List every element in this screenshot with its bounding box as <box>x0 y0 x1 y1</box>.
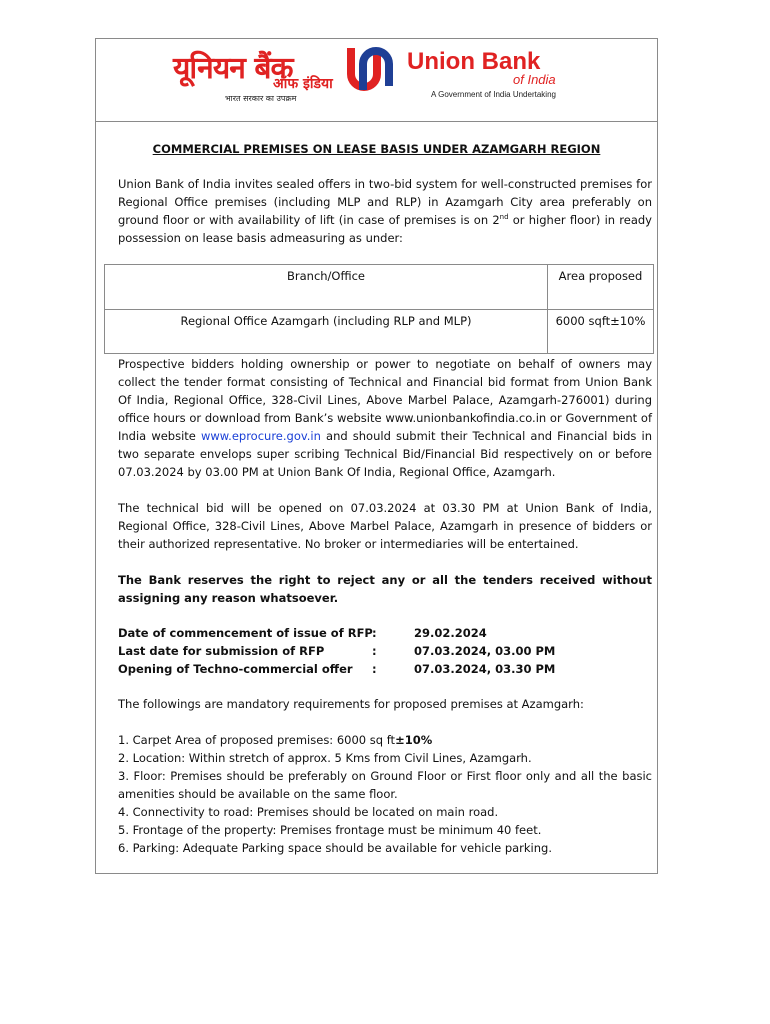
intro-text-2: or higher floor) in ready possession on lease basis admeasuring as under: <box>118 213 652 245</box>
table-row <box>105 309 654 354</box>
date-value: 29.02.2024 <box>414 626 487 640</box>
opening-paragraph <box>118 499 652 553</box>
tender-text-1: Prospective bidders holding ownership or power to negotiate on behalf of owners may collect the tender format consisting of Technical and Financial bid format from Union Bank Of India, Regional Office, 328-Civil Lines, Above Marbel Palace, Azamgarh-276001) during office hours or download from Bank’s website www.unionbankofindia.co.in or Government of India website <box>118 357 652 443</box>
list-item: 4. Connectivity to road: Premises should be located on main road. <box>118 805 499 819</box>
table-header-row <box>105 265 654 310</box>
table-cell-area: 6000 sqft±10% <box>548 309 654 354</box>
requirements-intro <box>118 695 652 713</box>
table-header-area: Area proposed <box>548 265 654 310</box>
tender-text-2: and should submit their Technical and Financial bids in two separate envelops super scribing Technical Bid/Financial Bid respectively on or before 07.03.2024 by 03.00 PM at Union Bank Of India, Regional Office, Azamgarh. <box>118 429 652 479</box>
date-sep: : <box>372 644 377 658</box>
table-cell-branch: Regional Office Azamgarh (including RLP and MLP) <box>105 309 548 354</box>
intro-paragraph <box>118 175 652 247</box>
date-label: Date of commencement of issue of RFP <box>118 626 373 640</box>
list-item: 6. Parking: Adequate Parking space should be available for vehicle parking. <box>118 841 552 855</box>
requirements-list <box>118 731 652 857</box>
intro-text-1: Union Bank of India invites sealed offers in two-bid system for well-constructed premises for Regional Office premises (including MLP and RLP) in Azamgarh City area preferably on ground floor or with availability of lift (in case of premises is on 2 <box>118 177 652 227</box>
english-bank-name: Union Bank <box>407 48 541 75</box>
hindi-bank-name: यूनियन बैंक <box>173 51 293 86</box>
letterhead <box>95 38 658 122</box>
union-bank-logo-icon <box>339 42 401 96</box>
table-header-branch: Branch/Office <box>105 265 548 310</box>
date-value: 07.03.2024, 03.30 PM <box>414 662 556 676</box>
reservation-paragraph <box>118 571 652 607</box>
list-item: 5. Frontage of the property: Premises frontage must be minimum 40 feet. <box>118 823 542 837</box>
list-item <box>118 731 652 749</box>
intro-sup: nd <box>499 213 509 222</box>
hindi-bank-sub: ऑफ इंडिया <box>273 76 333 92</box>
document-title: COMMERCIAL PREMISES ON LEASE BASIS UNDER AZAMGARH REGION <box>152 142 601 156</box>
req-1-bold: ±10% <box>395 733 433 747</box>
english-tagline: A Government of India Undertaking <box>431 90 556 99</box>
date-label: Last date for submission of RFP <box>118 644 325 658</box>
reservation-text: The Bank reserves the right to reject any or all the tenders received without assigning any reason whatsoever. <box>118 573 652 605</box>
hindi-tagline: भारत सरकार का उपक्रम <box>225 94 297 103</box>
eprocure-link[interactable]: www.eprocure.gov.in <box>201 429 321 443</box>
list-item: 2. Location: Within stretch of approx. 5 Kms from Civil Lines, Azamgarh. <box>118 751 532 765</box>
area-table <box>104 264 654 354</box>
list-item: 3. Floor: Premises should be preferably on Ground Floor or First floor only and all the basic amenities should be available on the same floor. <box>118 769 652 801</box>
english-bank-sub: of India <box>513 72 556 87</box>
date-sep: : <box>372 626 377 640</box>
tender-paragraph <box>118 355 652 481</box>
date-value: 07.03.2024, 03.00 PM <box>414 644 556 658</box>
date-sep: : <box>372 662 377 676</box>
req-1-text: 1. Carpet Area of proposed premises: 6000 sq ft <box>118 733 396 747</box>
opening-text: The technical bid will be opened on 07.03.2024 at 03.30 PM at Union Bank of India, Regional Office, 328-Civil Lines, Above Marbel Palace, Azamgarh in presence of bidders or their authorized representative. No broker or intermediaries will be entertained. <box>118 501 652 551</box>
requirements-intro-text: The followings are mandatory requirements for proposed premises at Azamgarh: <box>118 697 584 711</box>
date-label: Opening of Techno-commercial offer <box>118 662 353 676</box>
